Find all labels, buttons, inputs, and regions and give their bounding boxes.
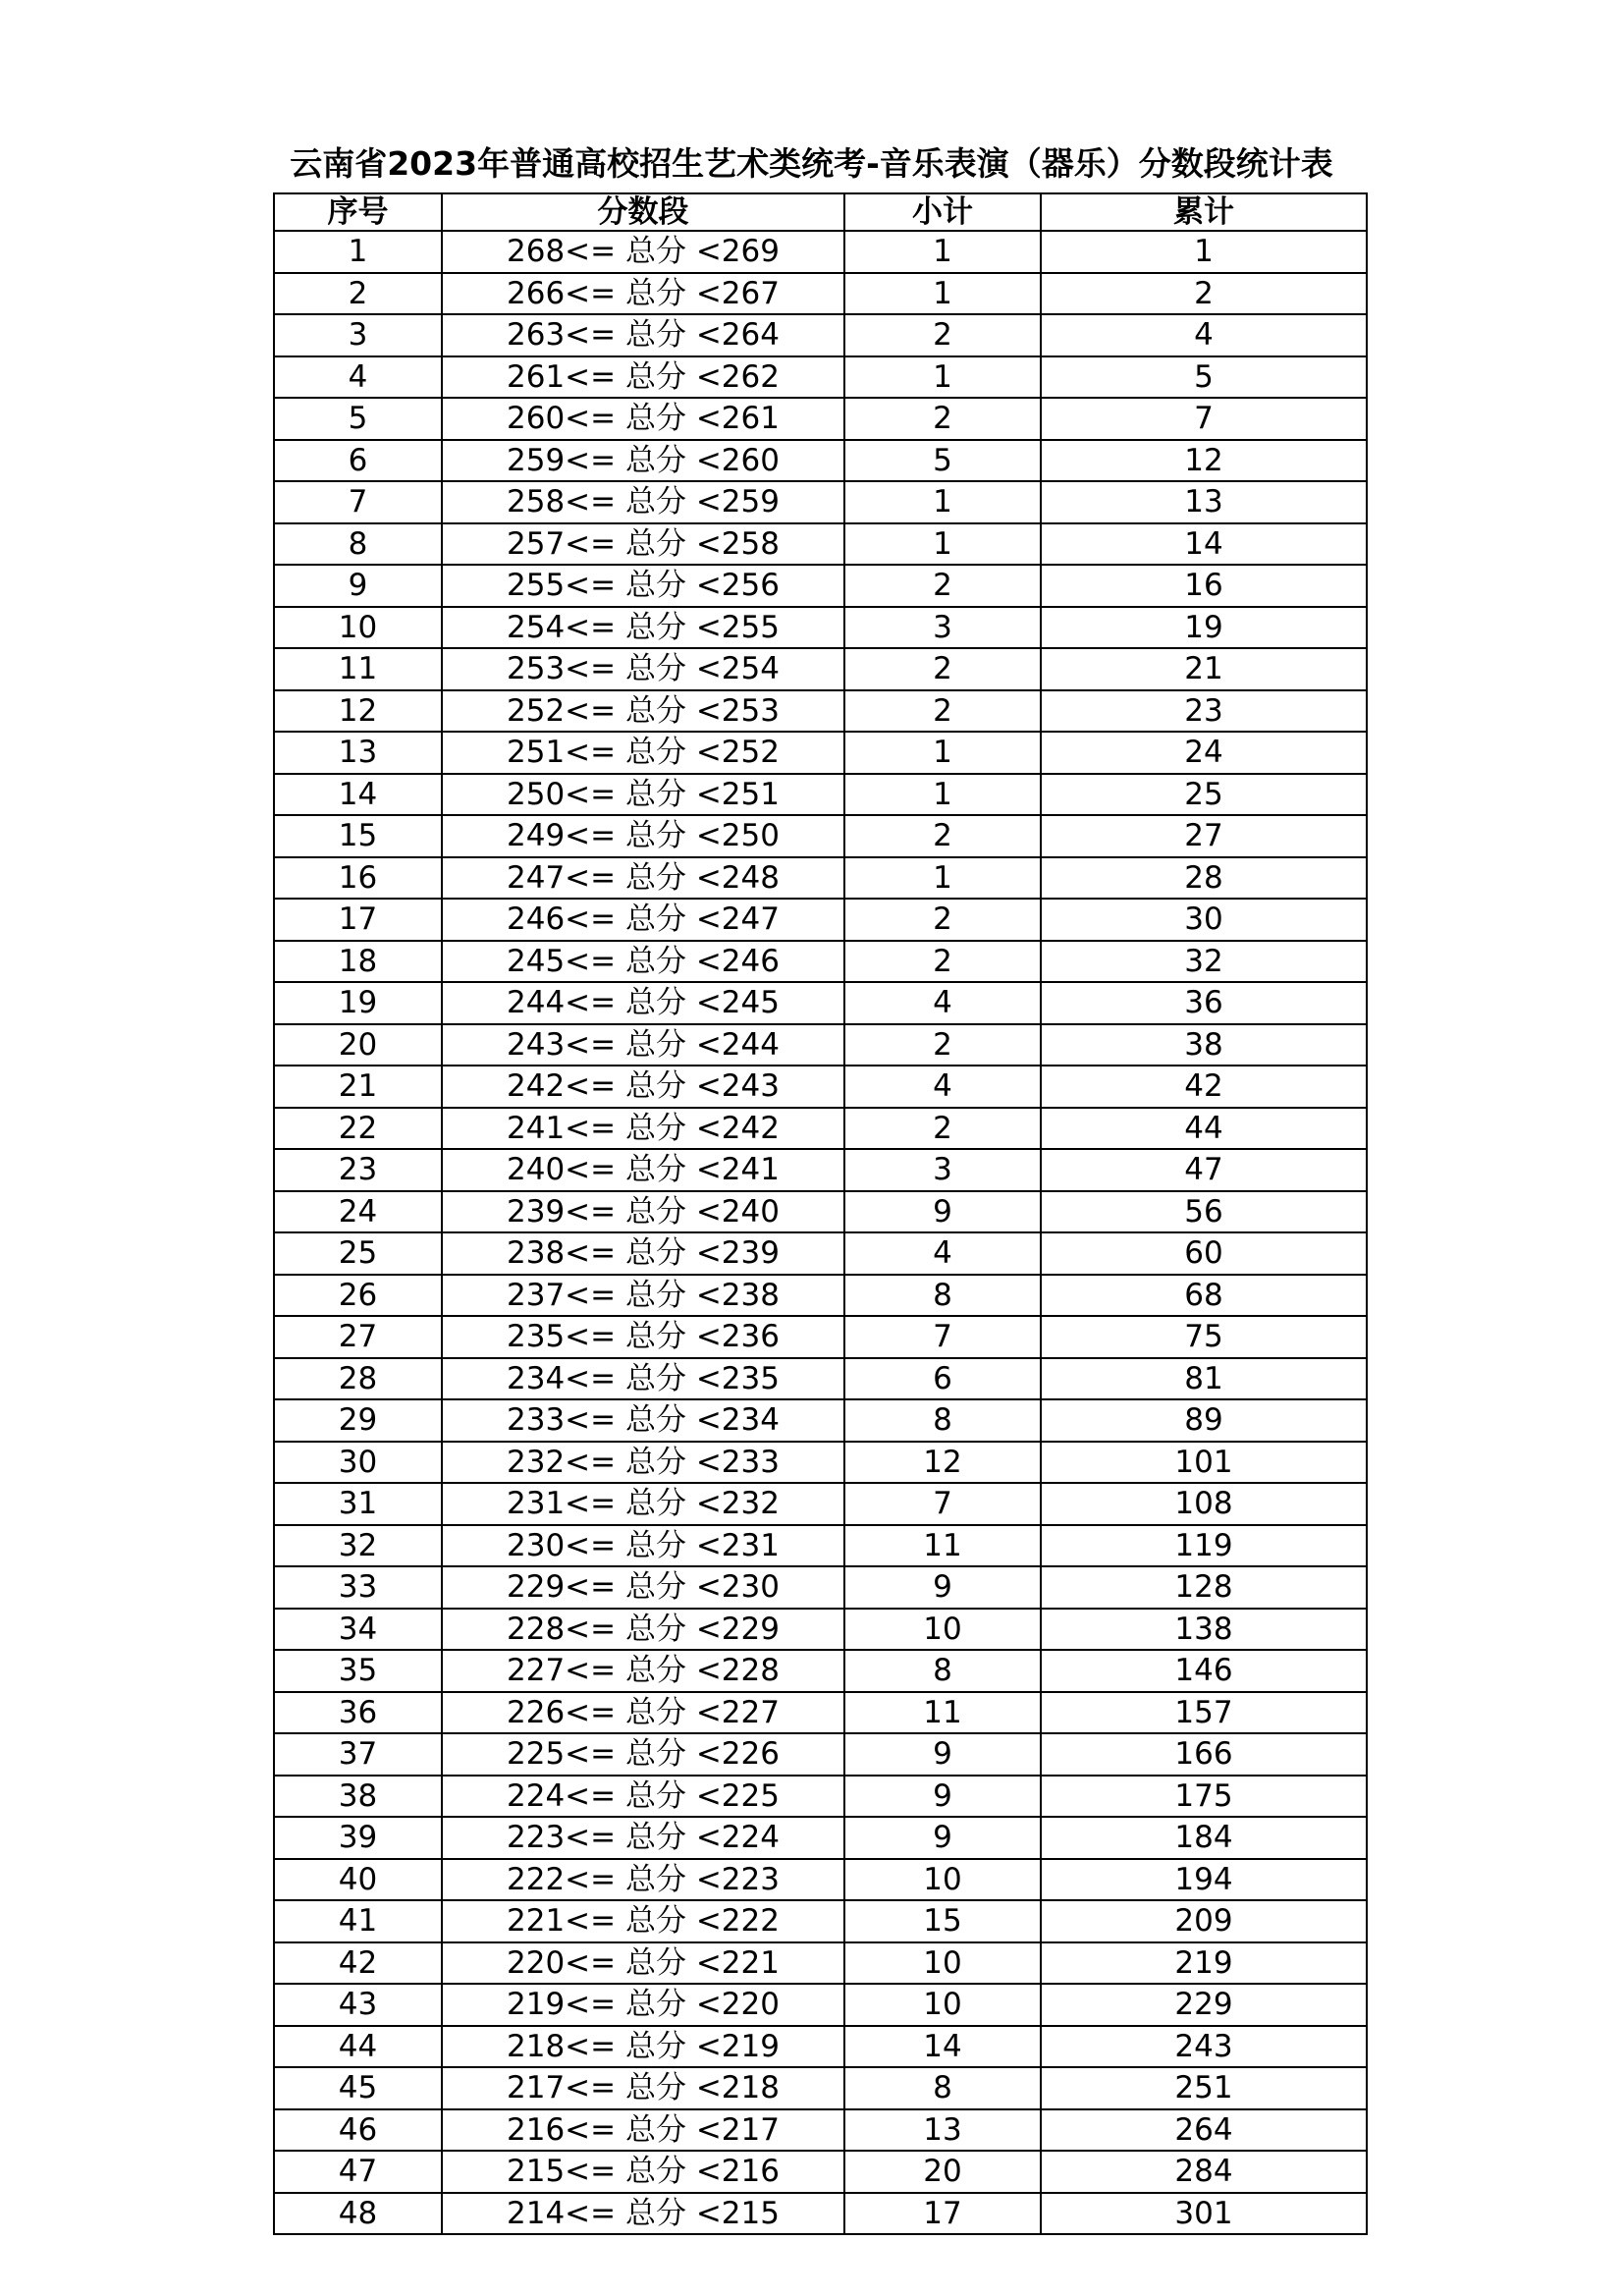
- cell-serial-number: 41: [274, 1900, 442, 1942]
- table-row: [274, 857, 1367, 900]
- cell-cumulative: 146: [1041, 1650, 1367, 1692]
- table-row: [274, 1984, 1367, 2026]
- cell-cumulative: 12: [1041, 440, 1367, 482]
- cell-subtotal: 10: [844, 1984, 1041, 2026]
- cell-serial-number: 29: [274, 1399, 442, 1442]
- table-row: [274, 982, 1367, 1024]
- cell-subtotal: 8: [844, 1650, 1041, 1692]
- table-row: [274, 2151, 1367, 2193]
- cell-cumulative: 194: [1041, 1859, 1367, 1901]
- cell-cumulative: 284: [1041, 2151, 1367, 2193]
- cell-subtotal: 2: [844, 1024, 1041, 1066]
- cell-subtotal: 9: [844, 1733, 1041, 1776]
- header-score-range: 分数段: [442, 193, 844, 231]
- cell-cumulative: 128: [1041, 1566, 1367, 1609]
- table-row: [274, 1692, 1367, 1734]
- cell-score-range: 224<= 总分 <225: [442, 1776, 844, 1818]
- cell-cumulative: 44: [1041, 1108, 1367, 1150]
- cell-score-range: 255<= 总分 <256: [442, 565, 844, 607]
- cell-cumulative: 229: [1041, 1984, 1367, 2026]
- cell-score-range: 232<= 总分 <233: [442, 1442, 844, 1484]
- cell-cumulative: 13: [1041, 481, 1367, 523]
- table-row: [274, 1066, 1367, 1108]
- cell-serial-number: 11: [274, 648, 442, 690]
- cell-score-range: 226<= 总分 <227: [442, 1692, 844, 1734]
- cell-cumulative: 251: [1041, 2067, 1367, 2109]
- cell-serial-number: 17: [274, 899, 442, 941]
- cell-subtotal: 13: [844, 2109, 1041, 2152]
- cell-score-range: 239<= 总分 <240: [442, 1191, 844, 1233]
- cell-cumulative: 24: [1041, 732, 1367, 774]
- cell-subtotal: 2: [844, 565, 1041, 607]
- cell-subtotal: 1: [844, 732, 1041, 774]
- table-row: [274, 1024, 1367, 1066]
- cell-cumulative: 108: [1041, 1483, 1367, 1525]
- cell-serial-number: 30: [274, 1442, 442, 1484]
- cell-cumulative: 264: [1041, 2109, 1367, 2152]
- cell-serial-number: 18: [274, 941, 442, 983]
- cell-score-range: 252<= 总分 <253: [442, 690, 844, 733]
- cell-score-range: 219<= 总分 <220: [442, 1984, 844, 2026]
- table-row: [274, 774, 1367, 816]
- cell-cumulative: 1: [1041, 231, 1367, 273]
- cell-cumulative: 7: [1041, 398, 1367, 440]
- cell-score-range: 229<= 总分 <230: [442, 1566, 844, 1609]
- cell-subtotal: 8: [844, 1399, 1041, 1442]
- cell-subtotal: 2: [844, 941, 1041, 983]
- cell-subtotal: 1: [844, 356, 1041, 399]
- table-row: [274, 648, 1367, 690]
- cell-score-range: 241<= 总分 <242: [442, 1108, 844, 1150]
- cell-cumulative: 56: [1041, 1191, 1367, 1233]
- table-row: [274, 231, 1367, 273]
- cell-cumulative: 68: [1041, 1275, 1367, 1317]
- cell-cumulative: 32: [1041, 941, 1367, 983]
- table-row: [274, 607, 1367, 649]
- cell-serial-number: 32: [274, 1525, 442, 1567]
- cell-subtotal: 14: [844, 2026, 1041, 2068]
- cell-serial-number: 36: [274, 1692, 442, 1734]
- cell-subtotal: 6: [844, 1358, 1041, 1400]
- cell-serial-number: 45: [274, 2067, 442, 2109]
- table-row: [274, 1900, 1367, 1942]
- table-row: [274, 899, 1367, 941]
- cell-serial-number: 25: [274, 1232, 442, 1275]
- cell-subtotal: 2: [844, 398, 1041, 440]
- table-row: [274, 1442, 1367, 1484]
- table-row: [274, 523, 1367, 566]
- cell-subtotal: 2: [844, 314, 1041, 356]
- cell-cumulative: 27: [1041, 815, 1367, 857]
- cell-serial-number: 9: [274, 565, 442, 607]
- cell-subtotal: 1: [844, 774, 1041, 816]
- cell-score-range: 227<= 总分 <228: [442, 1650, 844, 1692]
- cell-serial-number: 34: [274, 1609, 442, 1651]
- table-row: [274, 2193, 1367, 2235]
- table-row: [274, 1566, 1367, 1609]
- cell-cumulative: 89: [1041, 1399, 1367, 1442]
- cell-cumulative: 16: [1041, 565, 1367, 607]
- cell-subtotal: 1: [844, 857, 1041, 900]
- cell-subtotal: 8: [844, 1275, 1041, 1317]
- table-row: [274, 2067, 1367, 2109]
- cell-cumulative: 301: [1041, 2193, 1367, 2235]
- cell-serial-number: 28: [274, 1358, 442, 1400]
- cell-subtotal: 2: [844, 648, 1041, 690]
- table-row: [274, 1525, 1367, 1567]
- cell-serial-number: 24: [274, 1191, 442, 1233]
- table-row: [274, 1609, 1367, 1651]
- cell-serial-number: 44: [274, 2026, 442, 2068]
- cell-score-range: 220<= 总分 <221: [442, 1942, 844, 1985]
- cell-serial-number: 47: [274, 2151, 442, 2193]
- cell-cumulative: 23: [1041, 690, 1367, 733]
- cell-serial-number: 20: [274, 1024, 442, 1066]
- table-row: [274, 1232, 1367, 1275]
- cell-cumulative: 30: [1041, 899, 1367, 941]
- cell-score-range: 245<= 总分 <246: [442, 941, 844, 983]
- cell-subtotal: 12: [844, 1442, 1041, 1484]
- cell-cumulative: 38: [1041, 1024, 1367, 1066]
- cell-score-range: 215<= 总分 <216: [442, 2151, 844, 2193]
- table-row: [274, 356, 1367, 399]
- cell-cumulative: 219: [1041, 1942, 1367, 1985]
- cell-score-range: 260<= 总分 <261: [442, 398, 844, 440]
- table-row: [274, 440, 1367, 482]
- cell-subtotal: 3: [844, 1149, 1041, 1191]
- cell-score-range: 268<= 总分 <269: [442, 231, 844, 273]
- cell-cumulative: 14: [1041, 523, 1367, 566]
- cell-score-range: 240<= 总分 <241: [442, 1149, 844, 1191]
- cell-subtotal: 1: [844, 273, 1041, 315]
- table-row: [274, 1483, 1367, 1525]
- table-row: [274, 1859, 1367, 1901]
- cell-subtotal: 4: [844, 982, 1041, 1024]
- cell-cumulative: 209: [1041, 1900, 1367, 1942]
- cell-score-range: 225<= 总分 <226: [442, 1733, 844, 1776]
- cell-cumulative: 81: [1041, 1358, 1367, 1400]
- cell-subtotal: 1: [844, 231, 1041, 273]
- cell-score-range: 258<= 总分 <259: [442, 481, 844, 523]
- cell-subtotal: 2: [844, 899, 1041, 941]
- table-row: [274, 1942, 1367, 1985]
- cell-score-range: 214<= 总分 <215: [442, 2193, 844, 2235]
- cell-cumulative: 36: [1041, 982, 1367, 1024]
- table-body: [274, 231, 1367, 2234]
- cell-subtotal: 20: [844, 2151, 1041, 2193]
- cell-serial-number: 42: [274, 1942, 442, 1985]
- cell-cumulative: 60: [1041, 1232, 1367, 1275]
- cell-score-range: 231<= 总分 <232: [442, 1483, 844, 1525]
- cell-subtotal: 2: [844, 690, 1041, 733]
- table-header-row: [274, 193, 1367, 231]
- cell-serial-number: 48: [274, 2193, 442, 2235]
- cell-subtotal: 10: [844, 1609, 1041, 1651]
- table-row: [274, 690, 1367, 733]
- cell-serial-number: 26: [274, 1275, 442, 1317]
- cell-serial-number: 38: [274, 1776, 442, 1818]
- table-row: [274, 1817, 1367, 1859]
- cell-score-range: 222<= 总分 <223: [442, 1859, 844, 1901]
- cell-serial-number: 2: [274, 273, 442, 315]
- cell-cumulative: 5: [1041, 356, 1367, 399]
- cell-serial-number: 31: [274, 1483, 442, 1525]
- cell-score-range: 261<= 总分 <262: [442, 356, 844, 399]
- cell-serial-number: 46: [274, 2109, 442, 2152]
- cell-cumulative: 184: [1041, 1817, 1367, 1859]
- table-row: [274, 398, 1367, 440]
- cell-serial-number: 6: [274, 440, 442, 482]
- cell-score-range: 266<= 总分 <267: [442, 273, 844, 315]
- cell-subtotal: 17: [844, 2193, 1041, 2235]
- table-row: [274, 1191, 1367, 1233]
- cell-cumulative: 25: [1041, 774, 1367, 816]
- cell-score-range: 223<= 总分 <224: [442, 1817, 844, 1859]
- table-row: [274, 565, 1367, 607]
- cell-serial-number: 35: [274, 1650, 442, 1692]
- cell-subtotal: 2: [844, 815, 1041, 857]
- cell-score-range: 251<= 总分 <252: [442, 732, 844, 774]
- cell-score-range: 235<= 总分 <236: [442, 1316, 844, 1358]
- cell-subtotal: 9: [844, 1776, 1041, 1818]
- cell-serial-number: 8: [274, 523, 442, 566]
- cell-subtotal: 1: [844, 523, 1041, 566]
- cell-serial-number: 14: [274, 774, 442, 816]
- cell-score-range: 233<= 总分 <234: [442, 1399, 844, 1442]
- cell-score-range: 254<= 总分 <255: [442, 607, 844, 649]
- cell-subtotal: 5: [844, 440, 1041, 482]
- cell-subtotal: 2: [844, 1108, 1041, 1150]
- cell-score-range: 247<= 总分 <248: [442, 857, 844, 900]
- cell-score-range: 246<= 总分 <247: [442, 899, 844, 941]
- cell-cumulative: 75: [1041, 1316, 1367, 1358]
- cell-serial-number: 5: [274, 398, 442, 440]
- cell-subtotal: 1: [844, 481, 1041, 523]
- cell-serial-number: 16: [274, 857, 442, 900]
- cell-cumulative: 42: [1041, 1066, 1367, 1108]
- cell-serial-number: 27: [274, 1316, 442, 1358]
- cell-score-range: 228<= 总分 <229: [442, 1609, 844, 1651]
- cell-score-range: 257<= 总分 <258: [442, 523, 844, 566]
- cell-score-range: 244<= 总分 <245: [442, 982, 844, 1024]
- cell-subtotal: 4: [844, 1066, 1041, 1108]
- cell-serial-number: 15: [274, 815, 442, 857]
- cell-subtotal: 15: [844, 1900, 1041, 1942]
- cell-subtotal: 4: [844, 1232, 1041, 1275]
- table-row: [274, 1149, 1367, 1191]
- cell-cumulative: 166: [1041, 1733, 1367, 1776]
- cell-cumulative: 47: [1041, 1149, 1367, 1191]
- table-row: [274, 314, 1367, 356]
- cell-subtotal: 3: [844, 607, 1041, 649]
- cell-serial-number: 4: [274, 356, 442, 399]
- cell-cumulative: 243: [1041, 2026, 1367, 2068]
- cell-serial-number: 43: [274, 1984, 442, 2026]
- cell-cumulative: 119: [1041, 1525, 1367, 1567]
- cell-cumulative: 28: [1041, 857, 1367, 900]
- cell-subtotal: 11: [844, 1525, 1041, 1567]
- table-row: [274, 1399, 1367, 1442]
- table-row: [274, 481, 1367, 523]
- table-row: [274, 1108, 1367, 1150]
- table-row: [274, 2109, 1367, 2152]
- cell-score-range: 218<= 总分 <219: [442, 2026, 844, 2068]
- table-row: [274, 941, 1367, 983]
- cell-serial-number: 23: [274, 1149, 442, 1191]
- table-row: [274, 1650, 1367, 1692]
- cell-serial-number: 3: [274, 314, 442, 356]
- cell-serial-number: 10: [274, 607, 442, 649]
- cell-cumulative: 2: [1041, 273, 1367, 315]
- cell-cumulative: 4: [1041, 314, 1367, 356]
- cell-subtotal: 7: [844, 1483, 1041, 1525]
- cell-score-range: 238<= 总分 <239: [442, 1232, 844, 1275]
- cell-cumulative: 101: [1041, 1442, 1367, 1484]
- cell-serial-number: 1: [274, 231, 442, 273]
- cell-serial-number: 37: [274, 1733, 442, 1776]
- cell-subtotal: 9: [844, 1191, 1041, 1233]
- table-row: [274, 273, 1367, 315]
- table-row: [274, 1733, 1367, 1776]
- cell-serial-number: 7: [274, 481, 442, 523]
- cell-serial-number: 21: [274, 1066, 442, 1108]
- cell-subtotal: 8: [844, 2067, 1041, 2109]
- table-row: [274, 1358, 1367, 1400]
- table-row: [274, 1316, 1367, 1358]
- cell-subtotal: 11: [844, 1692, 1041, 1734]
- cell-score-range: 263<= 总分 <264: [442, 314, 844, 356]
- header-cumulative: 累计: [1041, 193, 1367, 231]
- cell-score-range: 216<= 总分 <217: [442, 2109, 844, 2152]
- page-title: 云南省2023年普通高校招生艺术类统考-音乐表演（器乐）分数段统计表: [290, 144, 1333, 183]
- table-row: [274, 732, 1367, 774]
- cell-score-range: 237<= 总分 <238: [442, 1275, 844, 1317]
- cell-score-range: 250<= 总分 <251: [442, 774, 844, 816]
- cell-score-range: 253<= 总分 <254: [442, 648, 844, 690]
- cell-cumulative: 157: [1041, 1692, 1367, 1734]
- cell-score-range: 243<= 总分 <244: [442, 1024, 844, 1066]
- cell-cumulative: 19: [1041, 607, 1367, 649]
- cell-subtotal: 9: [844, 1566, 1041, 1609]
- cell-subtotal: 7: [844, 1316, 1041, 1358]
- table-row: [274, 2026, 1367, 2068]
- cell-score-range: 217<= 总分 <218: [442, 2067, 844, 2109]
- cell-serial-number: 40: [274, 1859, 442, 1901]
- cell-score-range: 221<= 总分 <222: [442, 1900, 844, 1942]
- table-row: [274, 815, 1367, 857]
- cell-subtotal: 10: [844, 1859, 1041, 1901]
- cell-subtotal: 9: [844, 1817, 1041, 1859]
- cell-serial-number: 13: [274, 732, 442, 774]
- table-row: [274, 1275, 1367, 1317]
- cell-score-range: 259<= 总分 <260: [442, 440, 844, 482]
- header-subtotal: 小计: [844, 193, 1041, 231]
- cell-cumulative: 138: [1041, 1609, 1367, 1651]
- cell-serial-number: 12: [274, 690, 442, 733]
- cell-score-range: 242<= 总分 <243: [442, 1066, 844, 1108]
- header-serial-number: 序号: [274, 193, 442, 231]
- cell-serial-number: 22: [274, 1108, 442, 1150]
- cell-score-range: 230<= 总分 <231: [442, 1525, 844, 1567]
- cell-cumulative: 175: [1041, 1776, 1367, 1818]
- cell-cumulative: 21: [1041, 648, 1367, 690]
- cell-serial-number: 33: [274, 1566, 442, 1609]
- score-distribution-table: [273, 192, 1368, 2235]
- cell-serial-number: 19: [274, 982, 442, 1024]
- cell-score-range: 249<= 总分 <250: [442, 815, 844, 857]
- table-row: [274, 1776, 1367, 1818]
- cell-subtotal: 10: [844, 1942, 1041, 1985]
- cell-serial-number: 39: [274, 1817, 442, 1859]
- cell-score-range: 234<= 总分 <235: [442, 1358, 844, 1400]
